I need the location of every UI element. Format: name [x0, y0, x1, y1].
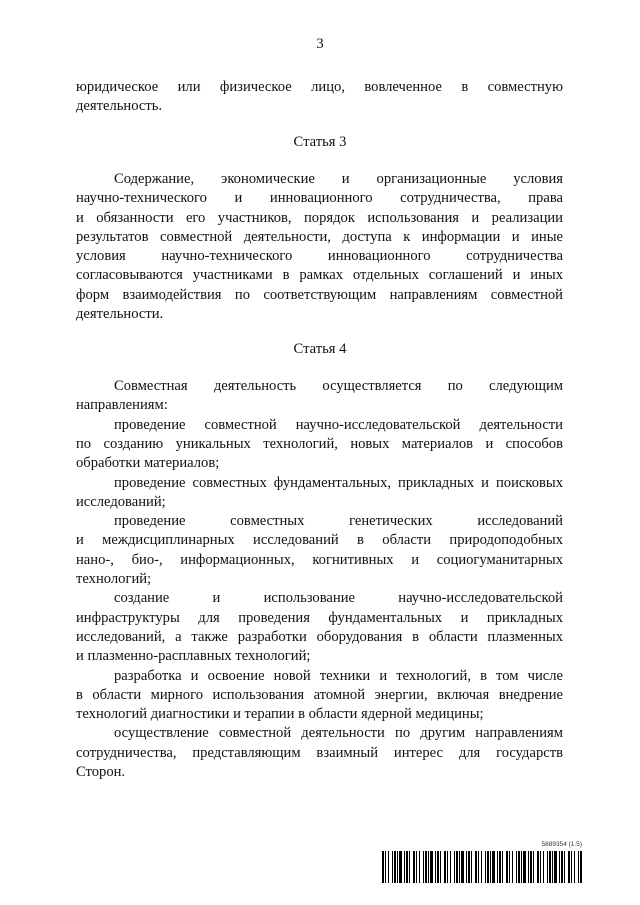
text-line: проведение совместных генетических исследований [114, 513, 563, 530]
text-line: в области мирного использования атомной энергии, включая внедрение [76, 686, 563, 703]
text-line: исследований; [76, 493, 166, 510]
document-barcode [382, 841, 582, 885]
text-line: по созданию уникальных технологий, новых материалов и способов [76, 435, 563, 452]
page-number: 3 [316, 36, 324, 52]
text-line: согласовываются участниками в рамках отдельных соглашений и иных [76, 267, 563, 284]
text-line: технологий; [76, 570, 152, 587]
article-4-item-genetic [76, 512, 563, 589]
text-line: и обязанности его участников, порядок использования и реализации [76, 209, 563, 226]
text-line: Содержание, экономические и организационные условия [114, 171, 563, 187]
text-line: технологий диагностики и терапии в области ядерной медицины; [76, 706, 484, 723]
text-line: форм взаимодействия по соответствующим направлениям совместной [76, 286, 563, 303]
article-4-item-research [76, 416, 563, 474]
text-line: инфраструктуры для проведения фундаментальных и прикладных [76, 609, 563, 626]
text-line: обработки материалов; [76, 455, 220, 472]
barcode-icon [382, 851, 582, 883]
fragment-paragraph [76, 78, 563, 117]
text-line: исследований, а также разработки оборудования в области плазменных [76, 628, 563, 645]
text-line: юридическое или физическое лицо, вовлеченное в совместную [76, 79, 563, 95]
text-line: разработка и освоение новой техники и технологий, в том числе [114, 667, 563, 684]
article-4-heading: Статья 4 [293, 341, 347, 357]
text-line: и плазменно-расплавных технологий; [76, 648, 311, 665]
article-4-item-fundamental [76, 474, 563, 513]
text-line: и междисциплинарных исследований в области природоподобных [76, 532, 563, 549]
text-line: условия научно-технического инновационного сотрудничества [76, 248, 563, 265]
article-3-paragraph [76, 170, 563, 324]
text-line: научно-технического и инновационного сотрудничества, права [76, 190, 563, 207]
article-4-item-technology [76, 667, 563, 725]
text-line: проведение совместных фундаментальных, прикладных и поисковых [114, 474, 563, 491]
text-line: результатов совместной деятельности, доступа к информации и иные [76, 228, 563, 245]
text-line: деятельности. [76, 306, 164, 323]
article-4-paragraph-intro [76, 377, 563, 416]
article-4-item-other [76, 724, 563, 782]
barcode-id: 5889354 (1.5) [541, 841, 582, 848]
article-3-heading: Статья 3 [293, 134, 347, 150]
text-line: осуществление совместной деятельности по другим направлениям [114, 725, 563, 742]
text-line: нано-, био-, информационных, когнитивных и социогуманитарных [76, 551, 563, 568]
text-line: сотрудничества, представляющим взаимный интерес для государств [76, 744, 563, 761]
text-line: деятельность. [76, 98, 163, 115]
text-line: Совместная деятельность осуществляется по следующим [114, 378, 563, 394]
text-line: проведение совместной научно-исследовательской деятельности [114, 416, 563, 433]
article-4-item-infrastructure [76, 589, 563, 666]
text-line: Сторон. [76, 763, 126, 780]
text-line: направлениям: [76, 397, 168, 414]
text-line: создание и использование научно-исследовательской [114, 590, 563, 607]
